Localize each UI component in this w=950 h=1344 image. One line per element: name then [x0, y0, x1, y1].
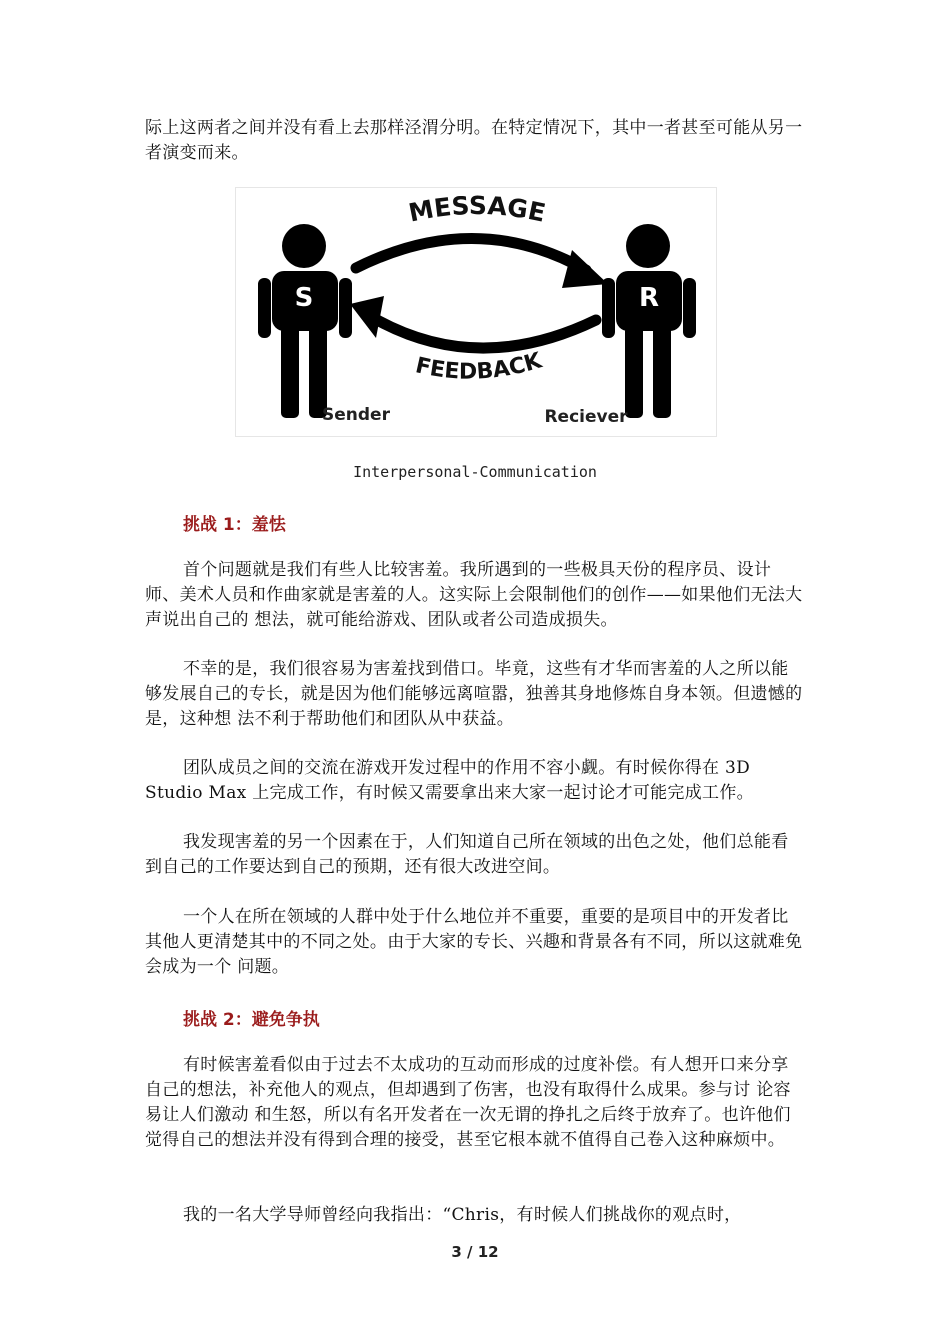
- communication-figure: [235, 187, 717, 437]
- section-heading: 挑战 2：避免争执: [183, 1010, 320, 1030]
- paragraph: 一个人在所在领域的人群中处于什么地位并不重要，重要的是项目中的开发者比其他人更清楚其中的不同之处。由于大家的专长、兴趣和背景各有不同，所以这就难免会成为一个 问题。: [145, 907, 803, 977]
- communication-diagram: [236, 188, 716, 436]
- paragraph: 不幸的是，我们很容易为害羞找到借口。毕竟，这些有才华而害羞的人之所以能够发展自己的专长，就是因为他们能够远离喧嚣，独善其身地修炼自身本领。但遗憾的是，这种想 法不利于帮助他们和团队从中获益。: [145, 659, 803, 729]
- message-label: MESSAGE: [406, 190, 549, 228]
- paragraph: 我发现害羞的另一个因素在于，人们知道自己所在领域的出色之处，他们总能看到自己的工作要达到自己的预期，还有很大改进空间。: [145, 832, 789, 877]
- receiver-letter: R: [638, 283, 660, 313]
- figure-caption: Interpersonal-Communication: [353, 463, 597, 481]
- paragraph: 有时候害羞看似由于过去不太成功的互动而形成的过度补偿。有人想开口来分享自己的想法，补充他人的观点，但却遇到了伤害，也没有取得什么成果。参与讨 论容易让人们激动 和生怒，所以有名开发者在一次无谓的挣扎之后终于放弃了。也许他们觉得自己的想法并没有得到合理的接受，甚至它根本就不值得自己卷入这种麻烦中。: [145, 1055, 791, 1150]
- feedback-arrow-icon: [350, 296, 596, 348]
- message-arrow-icon: [356, 238, 608, 288]
- receiver-figure: [602, 224, 696, 418]
- paragraph: 际上这两者之间并没有看上去那样泾渭分明。在特定情况下，其中一者甚至可能从另一者演变而来。: [145, 118, 803, 163]
- receiver-label: Reciever: [544, 407, 628, 427]
- paragraph: 团队成员之间的交流在游戏开发过程中的作用不容小觑。有时候你得在 3D Studio Max 上完成工作，有时候又需要拿出来大家一起讨论才可能完成工作。: [145, 758, 754, 803]
- paragraph: 首个问题就是我们有些人比较害羞。我所遇到的一些极具天份的程序员、设计师、美术人员和作曲家就是害羞的人。这实际上会限制他们的创作——如果他们无法大声说出自己的 想法，就可能给游戏、团队或者公司造成损失。: [145, 560, 803, 630]
- sender-label: Sender: [322, 405, 390, 425]
- feedback-label: FEEDBACK: [413, 348, 545, 385]
- sender-figure: [258, 224, 352, 418]
- paragraph: 我的一名大学导师曾经向我指出：“Chris，有时候人们挑战你的观点时，: [183, 1205, 742, 1225]
- section-heading: 挑战 1：羞怯: [183, 515, 286, 535]
- page-number: 3 / 12: [451, 1243, 499, 1261]
- sender-letter: S: [294, 283, 314, 313]
